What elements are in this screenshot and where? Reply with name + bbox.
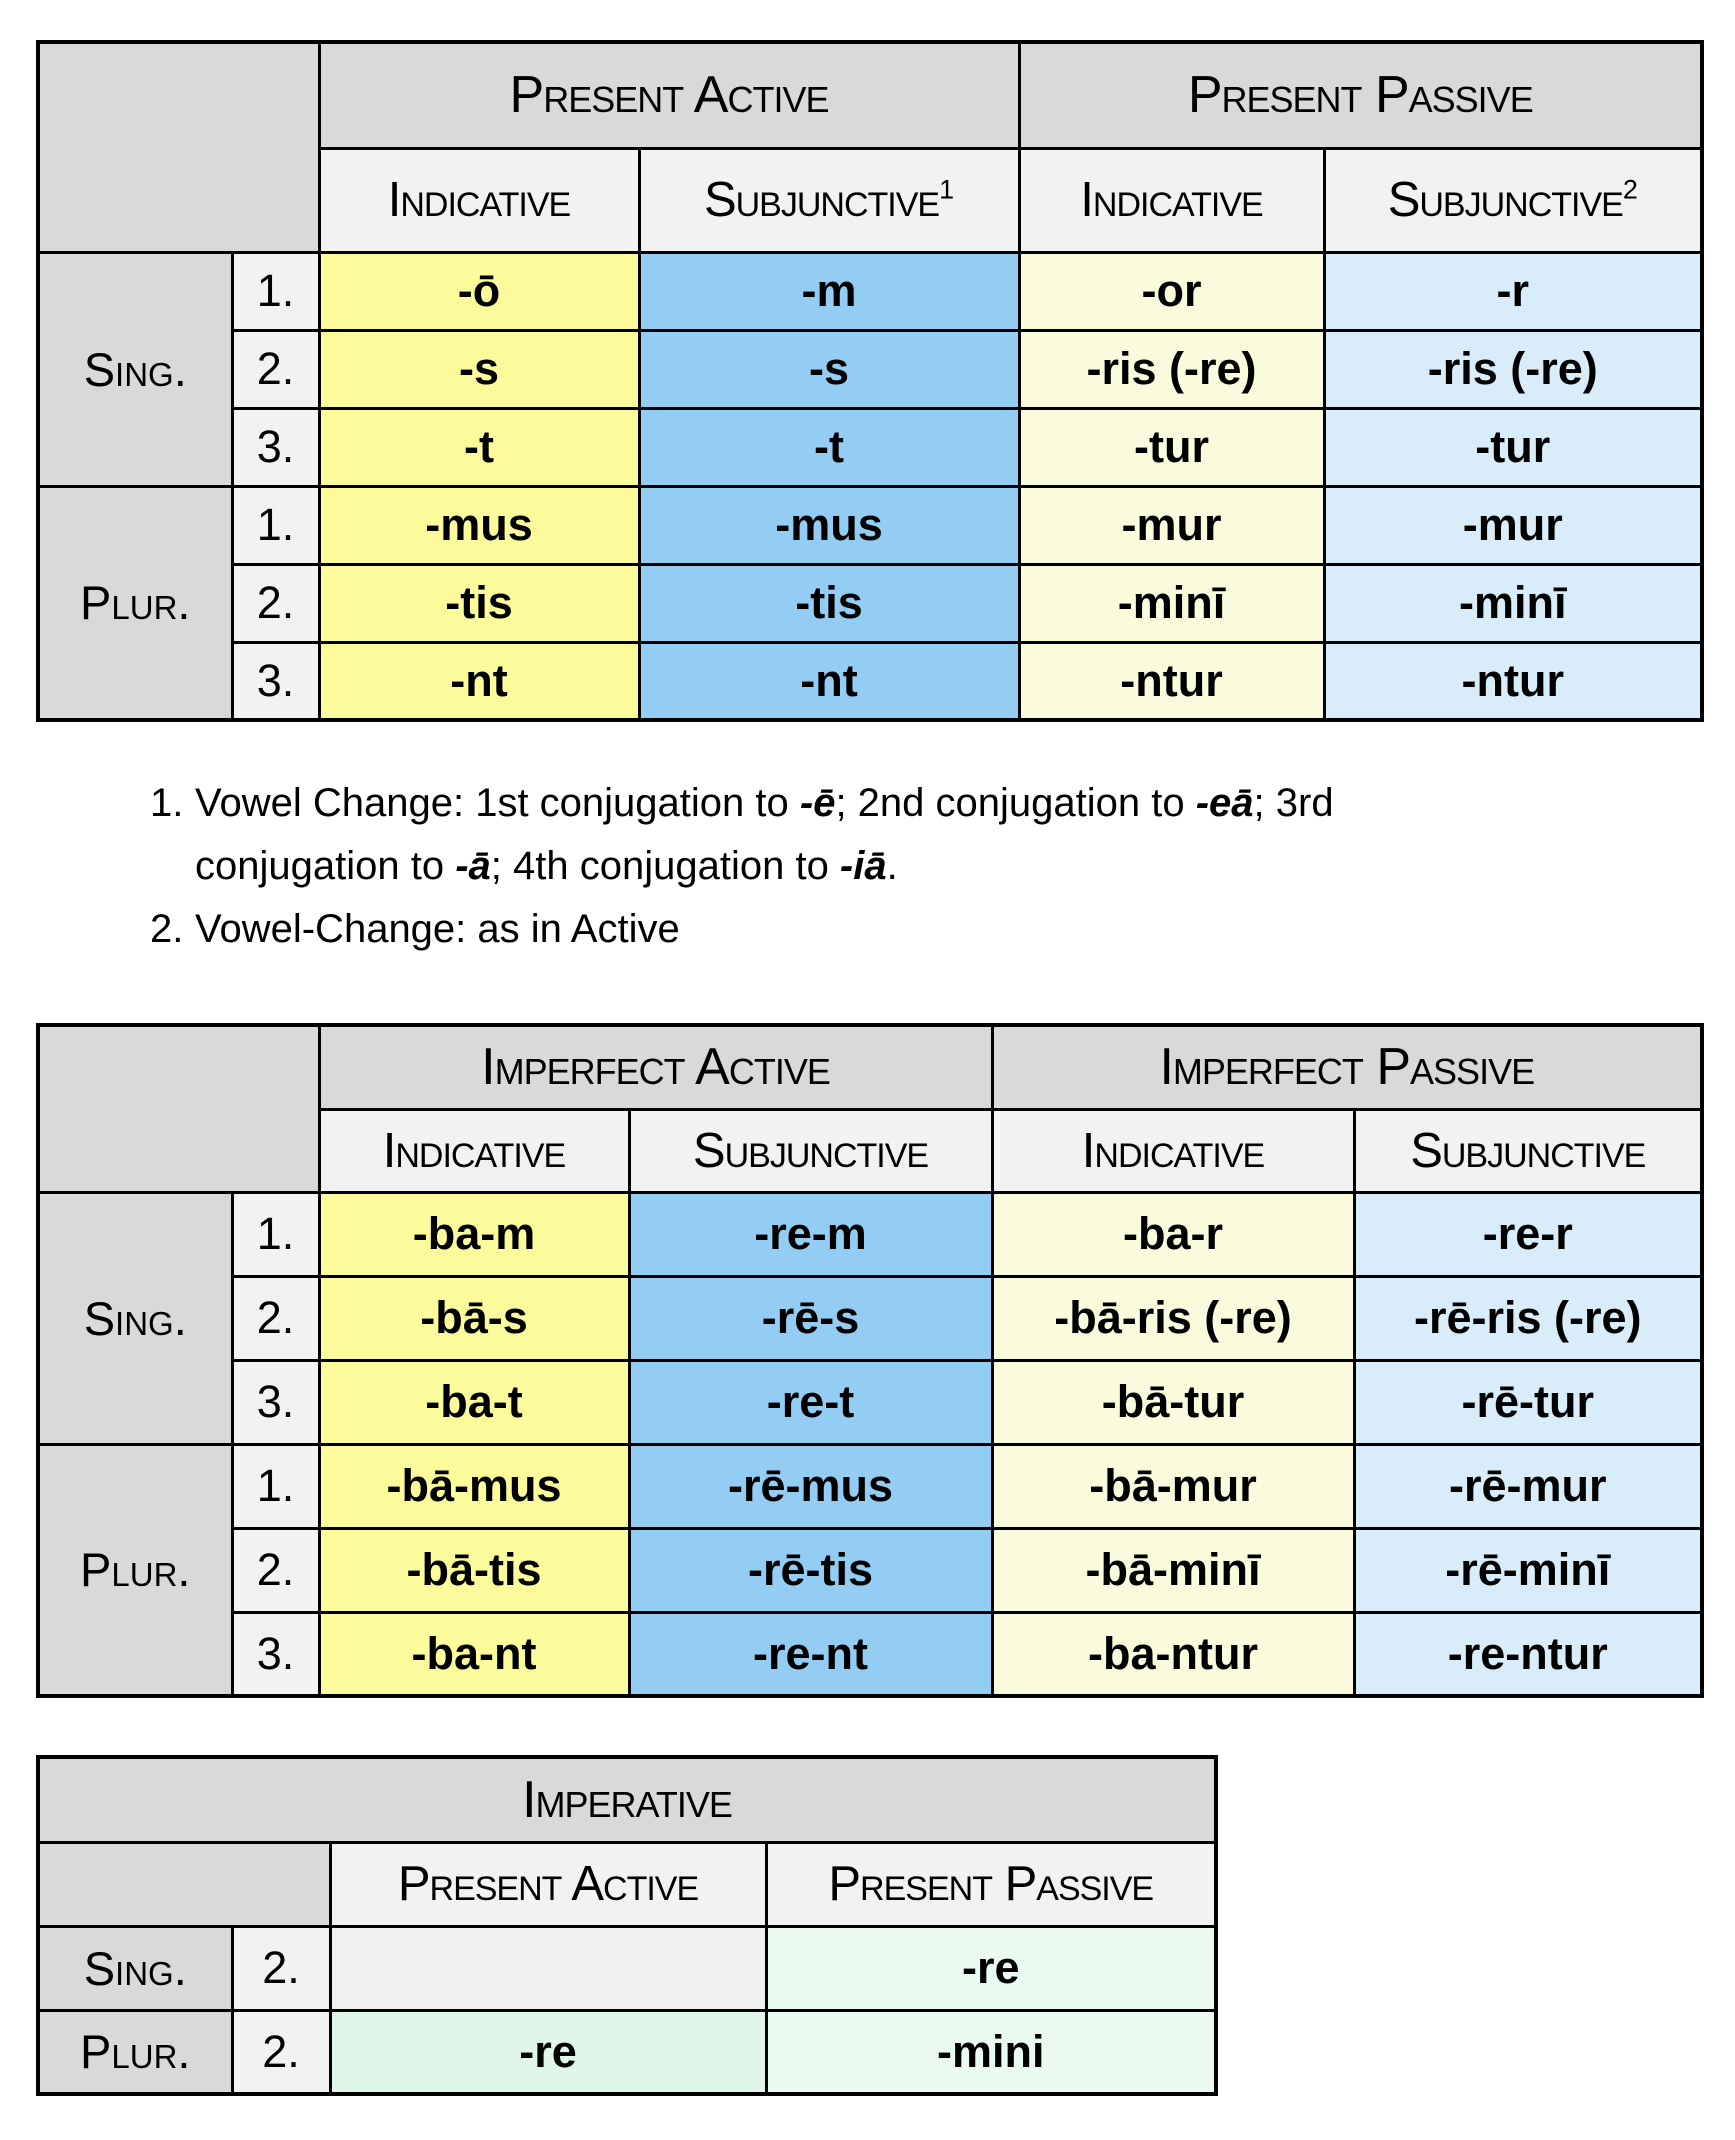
column-header-label: Indicative [1080,173,1263,227]
footnote-segment: Vowel Change: 1st conjugation to [195,781,800,825]
ending-cell: -re-r [1354,1192,1702,1276]
column-header-cell [639,148,1019,252]
column-header-label: Indicative [387,173,571,227]
ending-cell: -rē-minī [1354,1528,1702,1612]
row-label-plural: Plur. [38,2010,232,2094]
ending-cell: -r [1324,252,1702,330]
column-header-cell: Present Passive [766,1842,1216,1926]
footnote-segment: ; 3rd conjugation to [195,781,1334,888]
person-cell: 2. [232,1926,330,2010]
footnote-segment: ; 4th conjugation to [490,844,840,888]
person-cell: 3. [232,1360,319,1444]
table-row [38,42,1702,148]
row-label-singular: Sing. [38,1926,232,2010]
ending-cell: -re-t [629,1360,992,1444]
table-row [38,1926,1216,2010]
ending-cell: -ba-m [319,1192,629,1276]
footnote-ref: 1 [939,174,955,205]
footnote-2 [150,898,1375,961]
column-header-cell [1019,148,1324,252]
footnote-marker: 2. [150,907,184,951]
table-row [38,1360,1702,1444]
person-cell: 2. [232,1528,319,1612]
column-header-cell: Indicative [992,1109,1354,1192]
footnote-segment: -ē [799,781,836,825]
person-cell: 3. [232,408,319,486]
group-header-present-passive: Present Passive [1019,42,1702,148]
ending-cell: -mur [1019,486,1324,564]
footnote-segment: -ā [455,844,491,888]
person-cell: 2. [232,1276,319,1360]
footnote-ref: 2 [1622,174,1638,205]
ending-cell: -bā-ris (-re) [992,1276,1354,1360]
column-header-cell: Indicative [319,1109,629,1192]
ending-cell-empty [330,1926,766,2010]
ending-cell: -minī [1019,564,1324,642]
ending-cell: -ō [319,252,639,330]
column-header-cell: Subjunctive [1354,1109,1702,1192]
row-label-plural: Plur. [38,1444,232,1696]
ending-cell: -re-m [629,1192,992,1276]
ending-cell: -bā-mus [319,1444,629,1528]
table-row [38,2010,1216,2094]
footnote-segment: -eā [1195,781,1254,825]
ending-cell: -re-nt [629,1612,992,1696]
footnote-segment: -iā [839,844,887,888]
table-row [38,1276,1702,1360]
row-label-singular: Sing. [38,252,232,486]
ending-cell: -tur [1324,408,1702,486]
ending-cell: -rē-ris (-re) [1354,1276,1702,1360]
footnote-text: Vowel-Change: as in Active [195,907,680,951]
table-row [38,1528,1702,1612]
ending-cell: -ntur [1324,642,1702,720]
ending-cell: -ba-ntur [992,1612,1354,1696]
ending-cell: -ris (-re) [1324,330,1702,408]
table-row [38,1757,1216,1842]
ending-cell: -mini [766,2010,1216,2094]
ending-cell: -t [639,408,1019,486]
person-cell: 1. [232,486,319,564]
footnotes [150,772,1375,961]
corner-cell [38,1842,330,1926]
ending-cell: -tur [1019,408,1324,486]
ending-cell: -ris (-re) [1019,330,1324,408]
ending-cell: -nt [319,642,639,720]
corner-cell [38,1025,319,1192]
ending-cell: -re-ntur [1354,1612,1702,1696]
ending-cell: -mus [639,486,1019,564]
group-header-present-active: Present Active [319,42,1019,148]
ending-cell: -tis [639,564,1019,642]
person-cell: 2. [232,2010,330,2094]
ending-cell: -ba-r [992,1192,1354,1276]
table-row [38,1612,1702,1696]
footnote-text [195,772,1375,898]
ending-cell: -rē-s [629,1276,992,1360]
row-label-singular: Sing. [38,1192,232,1444]
footnote-marker: 1. [150,781,184,825]
ending-cell: -minī [1324,564,1702,642]
ending-cell: -ntur [1019,642,1324,720]
person-cell: 2. [232,564,319,642]
group-header-imperfect-active: Imperfect Active [319,1025,992,1109]
table-row [38,564,1702,642]
column-header-cell: Subjunctive [629,1109,992,1192]
ending-cell: -re [330,2010,766,2094]
ending-cell: -bā-tis [319,1528,629,1612]
imperfect-tense-table [36,1023,1704,1698]
row-label-plural: Plur. [38,486,232,720]
ending-cell: -t [319,408,639,486]
table-row [38,1842,1216,1926]
column-header-cell: Present Active [330,1842,766,1926]
ending-cell: -tis [319,564,639,642]
table-row [38,408,1702,486]
table-row [38,252,1702,330]
ending-cell: -ba-nt [319,1612,629,1696]
ending-cell: -bā-minī [992,1528,1354,1612]
group-header-imperfect-passive: Imperfect Passive [992,1025,1702,1109]
column-header-label: Subjunctive [1387,173,1623,227]
ending-cell: -s [639,330,1019,408]
ending-cell: -bā-s [319,1276,629,1360]
footnote-segment: ; 2nd conjugation to [835,781,1196,825]
ending-cell: -m [639,252,1019,330]
table-row [38,1025,1702,1109]
ending-cell: -re [766,1926,1216,2010]
ending-cell: -mus [319,486,639,564]
ending-cell: -or [1019,252,1324,330]
person-cell: 3. [232,1612,319,1696]
ending-cell: -s [319,330,639,408]
present-tense-table [36,40,1704,722]
person-cell: 1. [232,252,319,330]
ending-cell: -rē-mur [1354,1444,1702,1528]
ending-cell: -bā-mur [992,1444,1354,1528]
table-row [38,486,1702,564]
ending-cell: -nt [639,642,1019,720]
ending-cell: -rē-tur [1354,1360,1702,1444]
ending-cell: -mur [1324,486,1702,564]
table-row [38,1192,1702,1276]
column-header-cell [1324,148,1702,252]
person-cell: 2. [232,330,319,408]
table-row [38,330,1702,408]
ending-cell: -rē-mus [629,1444,992,1528]
ending-cell: -ba-t [319,1360,629,1444]
footnote-1 [150,772,1375,898]
imperative-title-cell: Imperative [38,1757,1216,1842]
footnote-segment: . [886,844,898,888]
column-header-cell [319,148,639,252]
table-row [38,642,1702,720]
imperative-table [36,1755,1218,2096]
column-header-label: Subjunctive [703,173,940,227]
corner-cell [38,42,319,252]
ending-cell: -rē-tis [629,1528,992,1612]
ending-cell: -bā-tur [992,1360,1354,1444]
table-row [38,1444,1702,1528]
person-cell: 1. [232,1444,319,1528]
person-cell: 3. [232,642,319,720]
person-cell: 1. [232,1192,319,1276]
